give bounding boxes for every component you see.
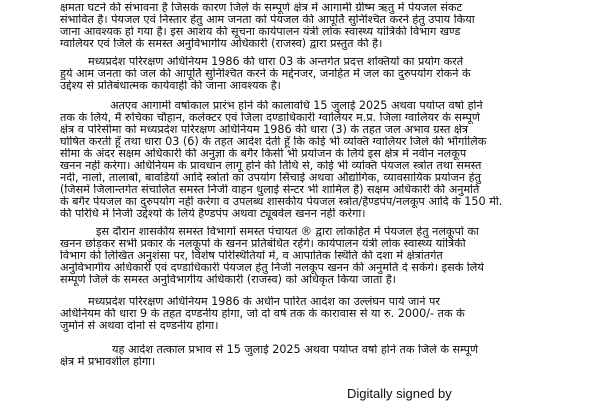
text-line: सीमा के अंदर सक्षम अधिकारी की अनुज्ञा के बगैर किसी भी प्रयोजन के लिये इस क्षेत्र में नवीन नलकूप bbox=[60, 148, 467, 160]
text-line: क्षमता घटने की संभावना है जिसके कारण जिले के सम्पूर्ण क्षेत्र में आगामी ग्रीष्म ऋतु में पेयजल संकट bbox=[60, 2, 463, 14]
text-line: खनन छोड़कर सभी प्रकार के नलकूपों के खनन प्रतिबंधित रहेंगे। कार्यपालन यंत्री लोक स्वास्थ्य यांत्रिकी bbox=[60, 238, 466, 250]
text-line: उद्देश्य से प्रतिबंधात्मक कार्यवाही की जाना आवश्यक है। bbox=[60, 80, 281, 92]
text-line: सम्पूर्ण जिले के समस्त अनुविभागीय अधिकारी (राजस्व) को अधिकृत किया जाता है। bbox=[60, 274, 397, 286]
text-line: तक के लिये, मैं रुचिका चौहान, कलेक्टर एवं जिला दण्डाधिकारी ग्वालियर म.प्र. जिला ग्वालियर के सम्पूर्ण bbox=[60, 112, 480, 124]
text-line: क्षेत्र व परिसीमा को मध्यप्रदेश परिरक्षण अधिनियम 1986 की धारा (3) के तहत जल अभाव ग्रस्त क्षेत्र bbox=[60, 124, 469, 136]
text-line: हुये आम जनता को जल की आपूर्ति सुनिश्चित करने के मद्देनजर, जनहित में जल का दुरुपयोग रोकने के bbox=[60, 68, 471, 80]
text-line: जाना आवश्यक हो गया है। इस आशय की सूचना कार्यपालन यंत्री लोक स्वास्थ्य यांत्रिकी विभाग खण्ड bbox=[60, 26, 461, 38]
text-line: इस दौरान शासकीय समस्त विभागों समस्त पंचायत ® द्वारा लोकहित में पेयजल हेतु नलकूपों का bbox=[96, 226, 479, 238]
text-line: नदी, नालो, तालाबों, बावडियों आदि स्त्रोतो का उपयोग सिंचाई अथवा औद्योगिक, व्यावसायिक प्रयोजन हेतु bbox=[60, 172, 481, 184]
text-line: यह आदेश तत्काल प्रभाव से 15 जुलाई 2025 अथवा पर्याप्त वर्षा होने तक जिले के सम्पूर्ण bbox=[112, 344, 479, 356]
text-line: अतएव आगामी वर्षाकाल प्रारंभ होने की कालावधि 15 जुलाई 2025 अथवा पर्याप्त वर्षा होने bbox=[110, 100, 483, 112]
text-line: क्षेत्र में प्रभावशील होगा। bbox=[60, 356, 156, 368]
text-line: मध्यप्रदेश परिरक्षण अधिनियम 1986 की धारा 03 के अन्तर्गत प्रदत्त शक्तियों का प्रयोग करते bbox=[88, 56, 464, 68]
text-line: की परिधि में निजी उद्देश्यों के लिये हैण्डपंप अथवा ट्यूबवेल खनन नहीं करेगा। bbox=[60, 208, 366, 220]
text-line: विभाग की लिखित अनुशंसा पर, विशेष परिस्थितियों में, व आपातिक स्थिति की दशा में क्षेत्रांतर्गत bbox=[60, 250, 443, 262]
text-line: ग्वालियर एवं जिले के समस्त अनुविभागीय अधिकारी (राजस्व) द्वारा प्रस्तुत की है। bbox=[60, 38, 383, 50]
text-line: घोषित करती हूँ तथा धारा 03 (6) के तहत आदेश देती हूँ कि कोई भी व्यक्ति ग्वालियर जिले की भौगोलिक bbox=[60, 136, 487, 148]
text-line: अनुविभागीय अधिकारी एवं दण्डाधिकारी पेयजल हेतु निजी नलकूप खनन की अनुमति दे सकेंगे। इसके लिये bbox=[60, 262, 484, 274]
text-line: के बगैर पेयजल का दुरुपयोग नहीं करेगा व उपलब्ध शासकीय पेयजल स्त्रोत/हैण्डपंप/नलकूप आदि के 150 मी. bbox=[60, 196, 503, 208]
digital-signature-label: Digitally signed by bbox=[347, 386, 452, 401]
text-line: खनन नहीं करेगा। अधिनियम के प्रावधान लागू होने की तिथि से, कोई भी व्यक्ति पेयजल स्त्रोत तथा समस्त bbox=[60, 160, 482, 172]
text-line: (जिसमें जिलान्तर्गत संचालित समस्त निजी वाहन धुलाई सेन्टर भी शामिल है) सक्षम अधिकारी की अनुमति bbox=[60, 184, 480, 196]
text-line: अधिनियम की धारा 9 के तहत दण्डनीय होगा, जो दो वर्ष तक के कारावास से या रु. 2000/- तक के bbox=[60, 308, 465, 320]
text-line: संभावित है। पेयजल एवं निस्तार हेतु आम जनता को पेयजल की आपूर्ति सुनिश्चित करने हेतु उपाय किया bbox=[60, 14, 475, 26]
text-line: मध्यप्रदेश परिरक्षण अधिनियम 1986 के अधीन पारित आदेश का उल्लंघन पाये जाने पर bbox=[88, 296, 440, 308]
text-line: जुर्माने से अथवा दोनो से दण्डनीय होगा। bbox=[60, 320, 219, 332]
